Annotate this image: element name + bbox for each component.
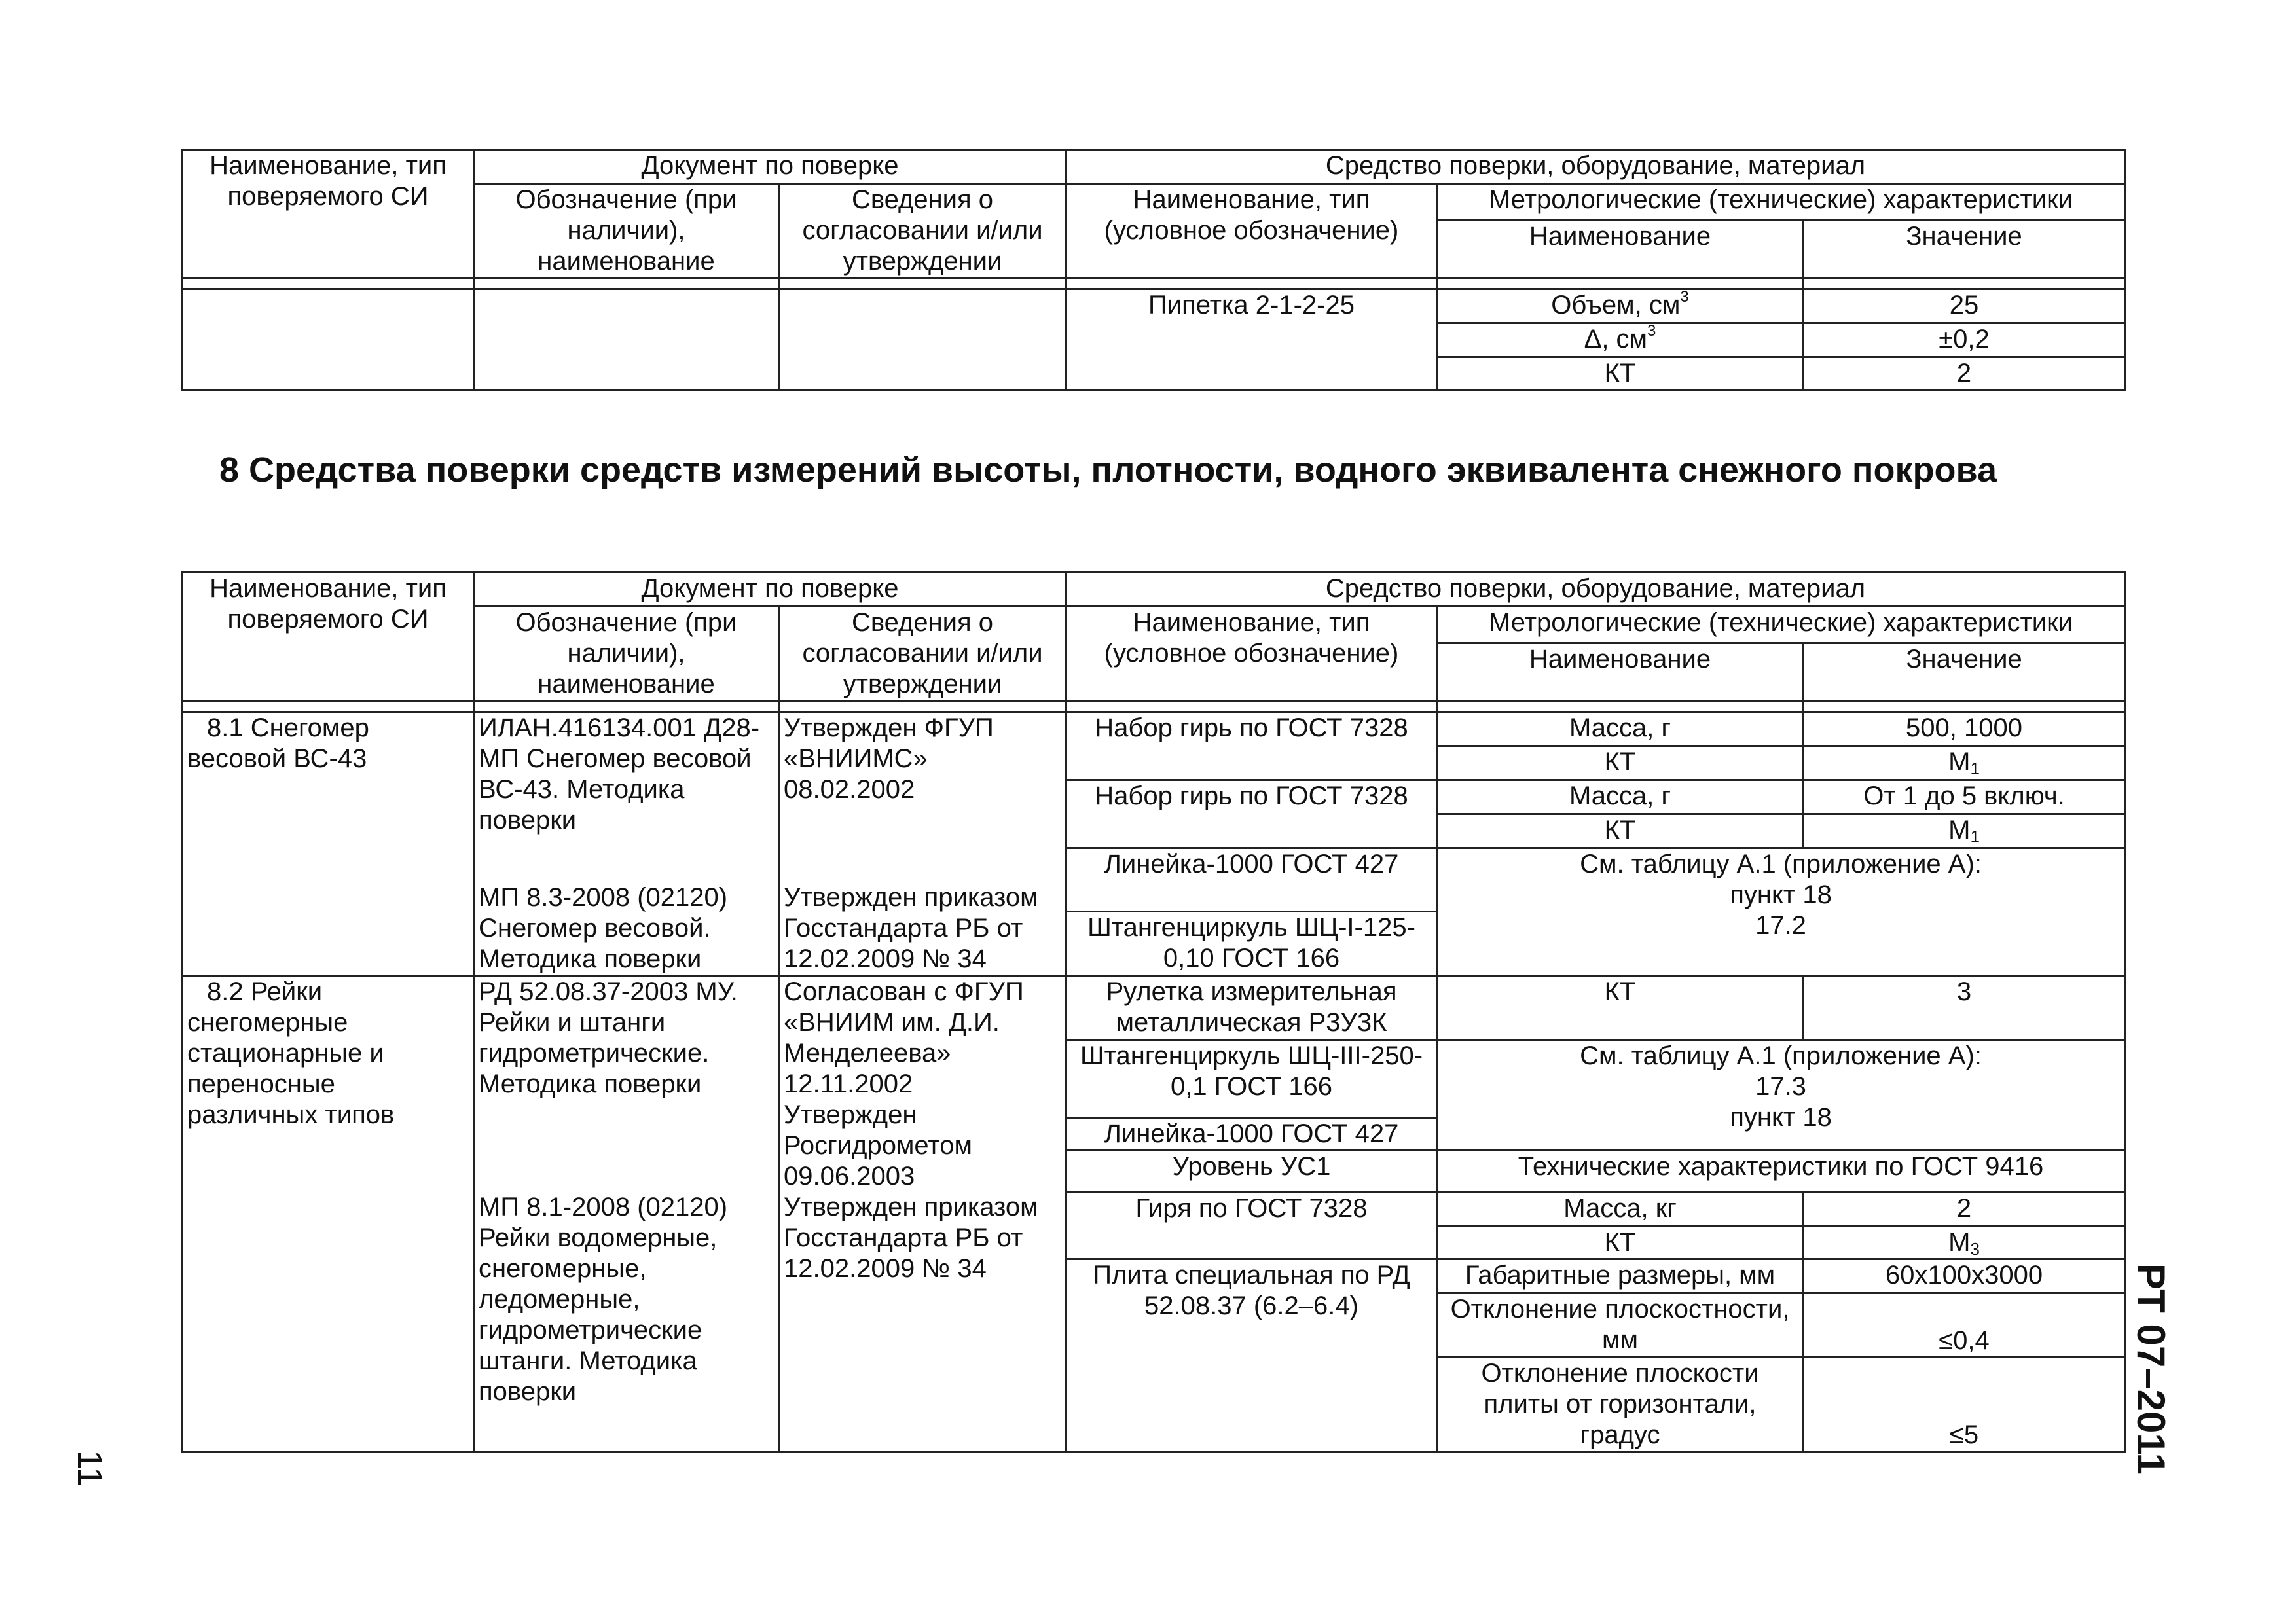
metro-name: Δ, см bbox=[1584, 325, 1648, 353]
means-name: Набор гирь по ГОСТ 7328 bbox=[1066, 780, 1437, 848]
metro-name-cell: КТ bbox=[1437, 746, 1804, 780]
metro-value-cell bbox=[1804, 1226, 2125, 1259]
metro-name-cell bbox=[1437, 323, 1804, 357]
means-name: Штангенциркуль ШЦ-I-125-0,10 ГОСТ 166 bbox=[1066, 912, 1437, 976]
means-name: Уровень УС1 bbox=[1066, 1150, 1437, 1192]
metro-value-cell: 2 bbox=[1804, 1192, 2125, 1226]
metro-value-cell: 500, 1000 bbox=[1804, 712, 2125, 746]
doc-designation: РД 52.08.37-2003 МУ. Рейки и штанги гидрометрические. Методика поверки bbox=[474, 976, 779, 1193]
superscript: 3 bbox=[1680, 289, 1689, 306]
means-name: Линейка-1000 ГОСТ 427 bbox=[1066, 848, 1437, 912]
header-metro-name: Наименование bbox=[1437, 643, 1804, 700]
metro-value-cell: От 1 до 5 включ. bbox=[1804, 780, 2125, 814]
header-means-name: Наименование, тип (условное обозначение) bbox=[1066, 607, 1437, 701]
section-heading: 8 Средства поверки средств измерений высоты, плотности, водного эквивалента снежного покрова bbox=[219, 450, 1997, 490]
reference-line: пункт 18 bbox=[1730, 1103, 1832, 1132]
doc-approval: Утвержден приказом Госстандарта РБ от 12.02.2009 № 34 bbox=[779, 882, 1066, 976]
class-letter: М bbox=[1948, 1227, 1971, 1257]
doc-approval bbox=[779, 976, 1066, 1193]
verification-table bbox=[181, 571, 2126, 1453]
spec-cell: Технические характеристики по ГОСТ 9416 bbox=[1437, 1150, 2125, 1192]
header-metro-group: Метрологические (технические) характеристики bbox=[1437, 607, 2125, 643]
header-means-group: Средство поверки, оборудование, материал bbox=[1066, 150, 2125, 184]
metro-name-cell: КТ bbox=[1437, 1226, 1804, 1259]
class-letter: М bbox=[1948, 748, 1971, 776]
means-name: Штангенциркуль ШЦ-III-250-0,1 ГОСТ 166 bbox=[1066, 1040, 1437, 1118]
means-name: Набор гирь по ГОСТ 7328 bbox=[1066, 712, 1437, 780]
reference-line: 17.3 bbox=[1755, 1072, 1806, 1101]
header-doc-group: Документ по поверке bbox=[474, 150, 1066, 184]
metro-value-cell: ≤5 bbox=[1804, 1357, 2125, 1451]
table-cell bbox=[779, 289, 1066, 390]
reference-cell bbox=[1437, 848, 2125, 976]
metro-value-cell: 3 bbox=[1804, 976, 2125, 1040]
metro-value-cell: 60х100х3000 bbox=[1804, 1259, 2125, 1293]
metro-name: Объем, см bbox=[1551, 291, 1681, 319]
metro-value-cell: 2 bbox=[1804, 357, 2125, 390]
approval-line: Согласован с ФГУП «ВНИИМ им. Д.И. Менделеева» 12.11.2002 bbox=[784, 977, 1024, 1098]
header-doc-approval: Сведения о согласовании и/или утверждении bbox=[779, 607, 1066, 701]
metro-value-cell: ±0,2 bbox=[1804, 323, 2125, 357]
header-name-col: Наименование, тип поверяемого СИ bbox=[183, 150, 474, 278]
table-cell bbox=[183, 289, 474, 390]
header-metro-value: Значение bbox=[1804, 643, 2125, 700]
metro-name-cell: Масса, кг bbox=[1437, 1192, 1804, 1226]
superscript: 3 bbox=[1647, 323, 1656, 340]
continuation-table bbox=[181, 149, 2126, 391]
metro-name-cell: Отклонение плоскости плиты от горизонтали, градус bbox=[1437, 1357, 1804, 1451]
metro-name-cell: Габаритные размеры, мм bbox=[1437, 1259, 1804, 1293]
means-name: Рулетка измерительная металлическая Р3У3К bbox=[1066, 976, 1437, 1040]
means-name: Гиря по ГОСТ 7328 bbox=[1066, 1192, 1437, 1259]
metro-name-cell: КТ bbox=[1437, 976, 1804, 1040]
header-means-name: Наименование, тип (условное обозначение) bbox=[1066, 184, 1437, 278]
reference-cell bbox=[1437, 1040, 2125, 1151]
metro-value-cell bbox=[1804, 814, 2125, 848]
header-doc-group: Документ по поверке bbox=[474, 573, 1066, 607]
table-cell bbox=[474, 289, 779, 390]
header-doc-designation: Обозначение (при наличии), наименование bbox=[474, 184, 779, 278]
metro-name-cell: КТ bbox=[1437, 357, 1804, 390]
subscript: 1 bbox=[1970, 827, 1980, 846]
subscript: 1 bbox=[1970, 759, 1980, 778]
means-name: Линейка-1000 ГОСТ 427 bbox=[1066, 1117, 1437, 1150]
doc-approval: Утвержден приказом Госстандарта РБ от 12.02.2009 № 34 bbox=[779, 1192, 1066, 1451]
metro-name-cell bbox=[1437, 289, 1804, 323]
header-metro-value: Значение bbox=[1804, 220, 2125, 278]
metro-name-cell: Масса, г bbox=[1437, 780, 1804, 814]
header-metro-name: Наименование bbox=[1437, 220, 1804, 278]
header-doc-designation: Обозначение (при наличии), наименование bbox=[474, 607, 779, 701]
document-code: РТ 07–2011 bbox=[2129, 1263, 2173, 1475]
means-name: Плита специальная по РД 52.08.37 (6.2–6.4) bbox=[1066, 1259, 1437, 1451]
metro-value-cell: 25 bbox=[1804, 289, 2125, 323]
doc-designation: МП 8.3-2008 (02120) Снегомер весовой. Методика поверки bbox=[474, 882, 779, 976]
reference-line: пункт 18 bbox=[1730, 880, 1832, 909]
doc-approval: Утвержден ФГУП «ВНИИМС» 08.02.2002 bbox=[779, 712, 1066, 882]
subscript: 3 bbox=[1970, 1238, 1980, 1259]
header-means-group: Средство поверки, оборудование, материал bbox=[1066, 573, 2125, 607]
header-metro-group: Метрологические (технические) характеристики bbox=[1437, 184, 2125, 221]
reference-line: См. таблицу А.1 (приложение А): bbox=[1580, 850, 1982, 878]
doc-designation: ИЛАН.416134.001 Д28-МП Снегомер весовой ВС-43. Методика поверки bbox=[474, 712, 779, 882]
si-name-8-2: 8.2 Рейки снегомерные стационарные и переносные различных типов bbox=[183, 976, 474, 1452]
header-doc-approval: Сведения о согласовании и/или утверждении bbox=[779, 184, 1066, 278]
doc-designation: МП 8.1-2008 (02120) Рейки водомерные, снегомерные, ледомерные, гидрометрические штанги. Методика поверки bbox=[474, 1192, 779, 1451]
metro-name-cell: Масса, г bbox=[1437, 712, 1804, 746]
class-letter: М bbox=[1948, 816, 1971, 844]
reference-line: 17.2 bbox=[1755, 911, 1806, 940]
reference-line: См. таблицу А.1 (приложение А): bbox=[1580, 1041, 1982, 1070]
si-name-8-1: 8.1 Снегомер весовой ВС-43 bbox=[183, 712, 474, 976]
header-name-col: Наименование, тип поверяемого СИ bbox=[183, 573, 474, 701]
page-number: 11 bbox=[70, 1450, 109, 1487]
metro-value-cell bbox=[1804, 746, 2125, 780]
pipette-cell: Пипетка 2-1-2-25 bbox=[1066, 289, 1437, 390]
metro-name-cell: КТ bbox=[1437, 814, 1804, 848]
metro-name-cell: Отклонение плоскостности, мм bbox=[1437, 1293, 1804, 1357]
approval-line: Утвержден Росгидрометом 09.06.2003 bbox=[784, 1100, 972, 1191]
metro-value-cell: ≤0,4 bbox=[1804, 1293, 2125, 1357]
